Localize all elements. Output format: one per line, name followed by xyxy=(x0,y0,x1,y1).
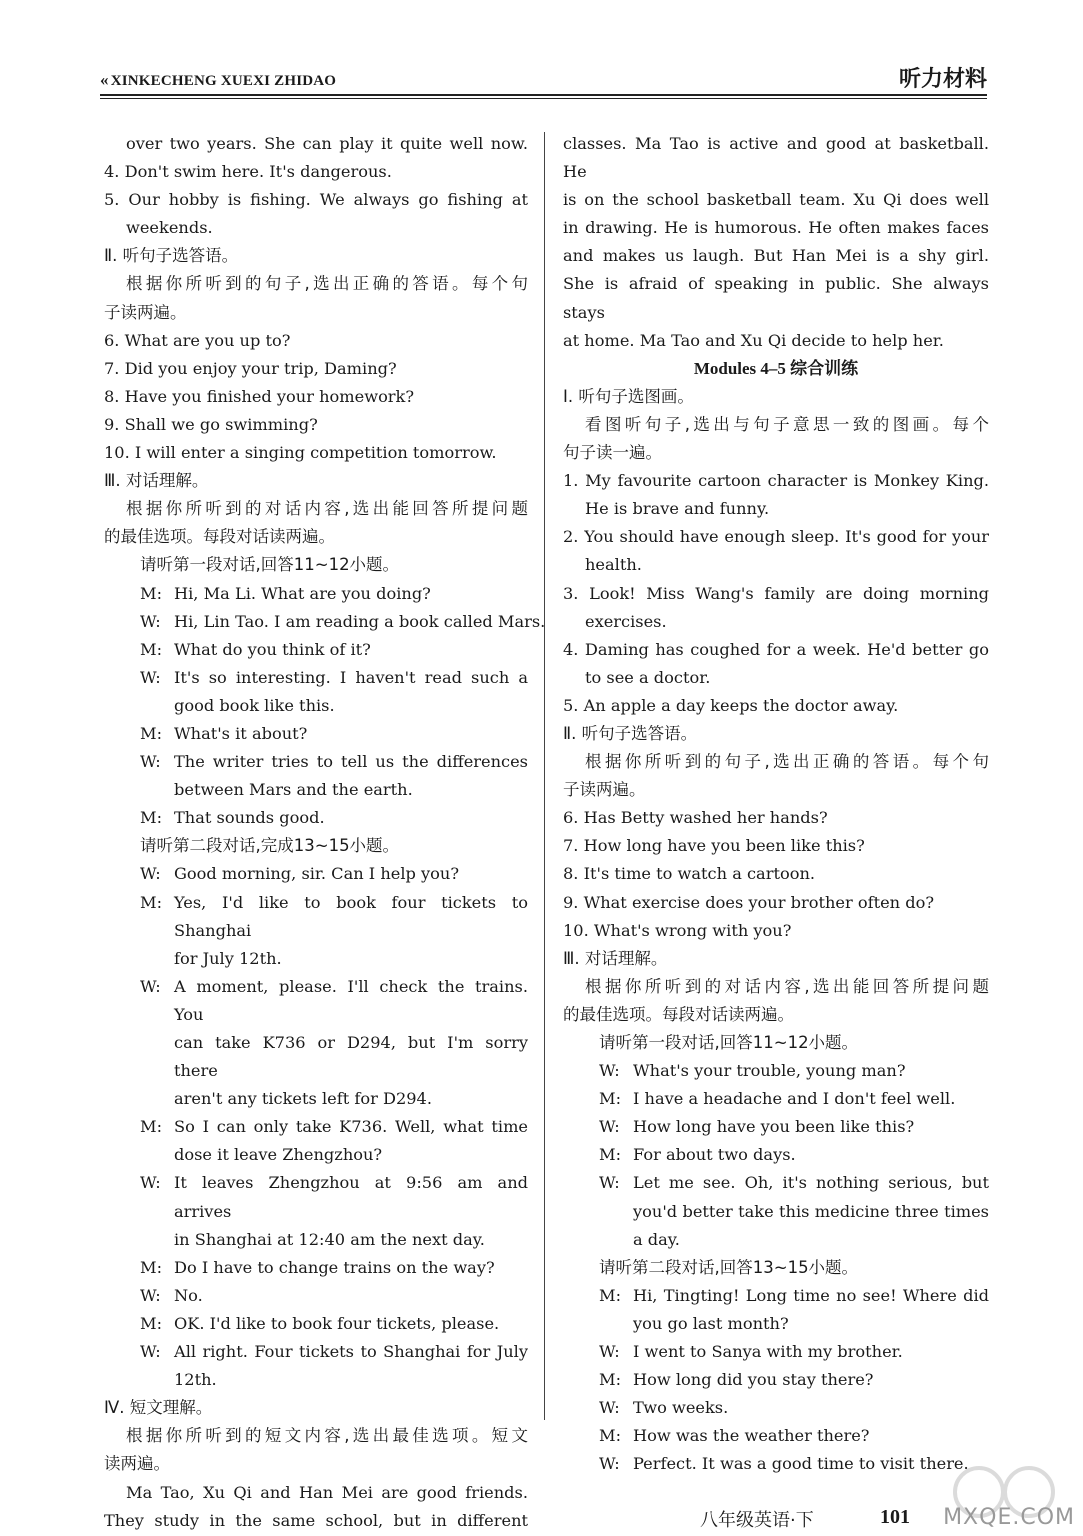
dialog-line: good book like this. xyxy=(174,695,335,715)
speaker-label: M: xyxy=(140,639,163,659)
text-line: 根据你所听到的短文内容,选出最佳选项。短文 xyxy=(126,1426,528,1446)
dialog-line: What's your trouble, young man? xyxy=(633,1061,906,1081)
dialog-line: It leaves Zhengzhou at 9:56 am and arrives xyxy=(174,1173,528,1221)
speaker-label: M: xyxy=(140,1257,163,1277)
speaker-label: W: xyxy=(599,1173,620,1193)
left-column xyxy=(104,130,546,1535)
text-line: 10. What's wrong with you? xyxy=(563,920,792,940)
dialog-line: you go last month? xyxy=(633,1313,789,1333)
dialog-turn xyxy=(104,664,528,720)
dialog-turn xyxy=(563,1169,989,1253)
text-line: 6. Has Betty washed her hands? xyxy=(563,808,828,828)
text-line: Ⅳ. 短文理解。 xyxy=(104,1398,213,1418)
dialog-line: aren't any tickets left for D294. xyxy=(174,1089,432,1109)
dialog-turn xyxy=(104,889,528,973)
dialog-turn xyxy=(104,636,528,664)
dialog-turn xyxy=(563,1338,989,1366)
dialog-line: Let me see. Oh, it's nothing serious, but xyxy=(633,1173,989,1193)
speaker-label: W: xyxy=(599,1117,620,1137)
dialog-line: can take K736 or D294, but I'm sorry there xyxy=(174,1033,528,1081)
footer-grade-label: 八年级英语·下 xyxy=(700,1510,814,1531)
dialog-turn xyxy=(104,1282,528,1310)
dialog-turn xyxy=(104,1338,528,1394)
speaker-label: M: xyxy=(599,1145,622,1165)
text-line: 的最佳选项。每段对话读两遍。 xyxy=(104,527,335,547)
dialog-line: between Mars and the earth. xyxy=(174,780,413,800)
text-line: 6. What are you up to? xyxy=(104,330,291,350)
speaker-label: W: xyxy=(599,1398,620,1418)
dialog-turn xyxy=(563,1141,989,1169)
text-line: Ⅱ. 听句子选答语。 xyxy=(104,246,239,266)
speaker-label: M: xyxy=(140,1117,163,1137)
speaker-label: W: xyxy=(599,1061,620,1081)
speaker-label: M: xyxy=(599,1426,622,1446)
dialog-turn xyxy=(563,1085,989,1113)
dialog-line: for July 12th. xyxy=(174,948,282,968)
dialog-line: dose it leave Zhengzhou? xyxy=(174,1145,383,1165)
dialog-turn xyxy=(563,1366,989,1394)
text-line: Ⅰ. 听句子选图画。 xyxy=(563,386,694,406)
dialog-line: Two weeks. xyxy=(633,1398,729,1418)
dialog-turn xyxy=(563,1057,989,1085)
dialog-line: For about two days. xyxy=(633,1145,796,1165)
header-rule xyxy=(100,94,987,96)
text-line: 看图听句子,选出与句子意思一致的图画。每个 xyxy=(585,414,989,434)
dialog-turn xyxy=(563,1394,989,1422)
text-line: Ⅲ. 对话理解。 xyxy=(563,948,668,968)
speaker-label: W: xyxy=(140,611,161,631)
page-number: 101 xyxy=(880,1506,910,1528)
text-line: 3. Look! Miss Wang's family are doing morning xyxy=(563,583,989,603)
text-line: 根据你所听到的对话内容,选出能回答所提问题 xyxy=(585,976,989,996)
dialog-line: How was the weather there? xyxy=(633,1426,870,1446)
dialog-line: OK. I'd like to book four tickets, please. xyxy=(174,1313,500,1333)
text-line: 8. Have you finished your homework? xyxy=(104,386,415,406)
text-line: She is afraid of speaking in public. She always stays xyxy=(563,274,989,322)
text-line: in drawing. He is humorous. He often makes faces xyxy=(563,218,989,238)
dialog-line: Hi, Ma Li. What are you doing? xyxy=(174,583,431,603)
text-line: 2. You should have enough sleep. It's good for your xyxy=(563,527,989,547)
dialog-line: Yes, I'd like to book four tickets to Shanghai xyxy=(174,892,528,940)
speaker-label: W: xyxy=(140,667,161,687)
dialog-turn xyxy=(563,1422,989,1450)
dialog-turn xyxy=(104,860,528,888)
text-line: 1. My favourite cartoon character is Monkey King. xyxy=(563,471,989,491)
dialog-turn xyxy=(104,608,546,636)
speaker-label: M: xyxy=(140,808,163,828)
dialog-line: I went to Sanya with my brother. xyxy=(633,1342,903,1362)
right-column xyxy=(563,130,989,1479)
dialog-line: you'd better take this medicine three times xyxy=(633,1201,989,1221)
text-line: and makes us laugh. But Han Mei is a shy girl. xyxy=(563,246,989,266)
dialog-line: Do I have to change trains on the way? xyxy=(174,1257,495,1277)
text-line: 8. It's time to watch a cartoon. xyxy=(563,864,816,884)
dialog-turn xyxy=(104,973,528,1113)
text-line: health. xyxy=(585,555,642,575)
text-line: 4. Daming has coughed for a week. He'd better go xyxy=(563,639,989,659)
header-rule-thin xyxy=(100,98,987,99)
text-line: Ma Tao, Xu Qi and Han Mei are good friends. xyxy=(126,1482,528,1502)
dialog-line: I have a headache and I don't feel well. xyxy=(633,1089,956,1109)
text-line: 请听第一段对话,回答11~12小题。 xyxy=(599,1033,859,1052)
dialog-turn xyxy=(104,1310,528,1338)
speaker-label: W: xyxy=(140,752,161,772)
dialog-line: The writer tries to tell us the differences xyxy=(174,752,528,772)
text-line: 读两遍。 xyxy=(104,1454,170,1474)
dialog-line: How long did you stay there? xyxy=(633,1370,874,1390)
text-line: weekends. xyxy=(126,218,213,238)
text-line: 9. What exercise does your brother often do? xyxy=(563,892,935,912)
text-line: 子读两遍。 xyxy=(563,780,646,800)
text-line: 句子读一遍。 xyxy=(563,443,662,463)
double-chevron-left-icon: « xyxy=(100,70,109,89)
text-line: exercises. xyxy=(585,611,667,631)
text-line: 5. Our hobby is fishing. We always go fishing at xyxy=(104,190,528,210)
text-line: 5. An apple a day keeps the doctor away. xyxy=(563,695,899,715)
watermark-text: MXQE.COM xyxy=(943,1505,1075,1530)
text-line: 根据你所听到的对话内容,选出能回答所提问题 xyxy=(126,499,528,519)
section-heading: Modules 4–5 综合训练 xyxy=(693,358,859,378)
dialog-line: So I can only take K736. Well, what time xyxy=(174,1117,528,1137)
dialog-line: All right. Four tickets to Shanghai for July xyxy=(174,1342,528,1362)
dialog-line: a day. xyxy=(633,1229,680,1249)
dialog-line: Hi, Lin Tao. I am reading a book called Mars. xyxy=(174,611,546,631)
text-line: to see a doctor. xyxy=(585,667,711,687)
text-line: 请听第二段对话,回答13~15小题。 xyxy=(599,1257,859,1277)
text-line: 9. Shall we go swimming? xyxy=(104,414,318,434)
series-title: « XINKECHENG XUEXI ZHIDAO xyxy=(100,70,337,89)
text-line: 4. Don't swim here. It's dangerous. xyxy=(104,162,392,182)
text-line: They study in the same school, but in different xyxy=(104,1510,528,1530)
text-line: 的最佳选项。每段对话读两遍。 xyxy=(563,1004,794,1024)
dialog-line: What's it about? xyxy=(174,723,308,743)
dialog-turn xyxy=(104,804,528,832)
dialog-line: A moment, please. I'll check the trains. You xyxy=(174,976,528,1024)
speaker-label: W: xyxy=(140,1285,161,1305)
text-line: He is brave and funny. xyxy=(585,499,770,519)
speaker-label: W: xyxy=(140,976,161,996)
text-line: 根据你所听到的句子,选出正确的答语。每个句 xyxy=(126,274,528,294)
text-line: 请听第二段对话,完成13~15小题。 xyxy=(140,836,400,856)
text-line: Ⅱ. 听句子选答语。 xyxy=(563,723,698,743)
dialog-turn xyxy=(563,1282,989,1338)
dialog-turn xyxy=(563,1113,989,1141)
dialog-turn xyxy=(104,1254,528,1282)
speaker-label: W: xyxy=(140,864,161,884)
speaker-label: M: xyxy=(599,1089,622,1109)
section-title: 听力材料 xyxy=(898,67,987,92)
dialog-turn xyxy=(104,1113,528,1169)
dialog-line: That sounds good. xyxy=(174,808,325,828)
text-line: classes. Ma Tao is active and good at basketball. He xyxy=(563,134,989,182)
dialog-line: No. xyxy=(174,1285,203,1305)
speaker-label: M: xyxy=(140,723,163,743)
dialog-line: How long have you been like this? xyxy=(633,1117,915,1137)
dialog-line: What do you think of it? xyxy=(174,639,371,659)
text-line: 7. How long have you been like this? xyxy=(563,836,865,856)
text-line: Ⅲ. 对话理解。 xyxy=(104,471,209,491)
dialog-line: Hi, Tingting! Long time no see! Where did xyxy=(633,1285,989,1305)
text-line: at home. Ma Tao and Xu Qi decide to help her. xyxy=(563,330,944,350)
speaker-label: M: xyxy=(140,583,163,603)
speaker-label: M: xyxy=(599,1285,622,1305)
column-divider xyxy=(544,132,545,1420)
text-line: over two years. She can play it quite well now. xyxy=(126,134,528,153)
dialog-turn xyxy=(104,748,528,804)
dialog-line: Good morning, sir. Can I help you? xyxy=(174,864,460,884)
text-line: is on the school basketball team. Xu Qi does well xyxy=(563,190,989,210)
dialog-line: Perfect. It was a good time to visit there. xyxy=(633,1454,969,1474)
text-line: 子读两遍。 xyxy=(104,302,187,322)
text-line: 7. Did you enjoy your trip, Daming? xyxy=(104,358,397,378)
text-line: 根据你所听到的句子,选出正确的答语。每个句 xyxy=(585,752,989,772)
speaker-label: W: xyxy=(140,1173,161,1193)
text-line: 请听第一段对话,回答11~12小题。 xyxy=(140,555,400,575)
speaker-label: M: xyxy=(599,1370,622,1390)
speaker-label: M: xyxy=(140,892,163,912)
speaker-label: W: xyxy=(599,1454,620,1474)
dialog-line: in Shanghai at 12:40 am the next day. xyxy=(174,1229,485,1249)
speaker-label: M: xyxy=(140,1313,163,1333)
dialog-line: 12th. xyxy=(174,1370,217,1390)
dialog-line: It's so interesting. I haven't read such a xyxy=(174,667,528,687)
dialog-turn xyxy=(104,720,528,748)
speaker-label: W: xyxy=(599,1342,620,1362)
text-line: 10. I will enter a singing competition tomorrow. xyxy=(104,443,497,463)
dialog-turn xyxy=(104,580,528,608)
speaker-label: W: xyxy=(140,1342,161,1362)
dialog-turn xyxy=(104,1169,528,1253)
